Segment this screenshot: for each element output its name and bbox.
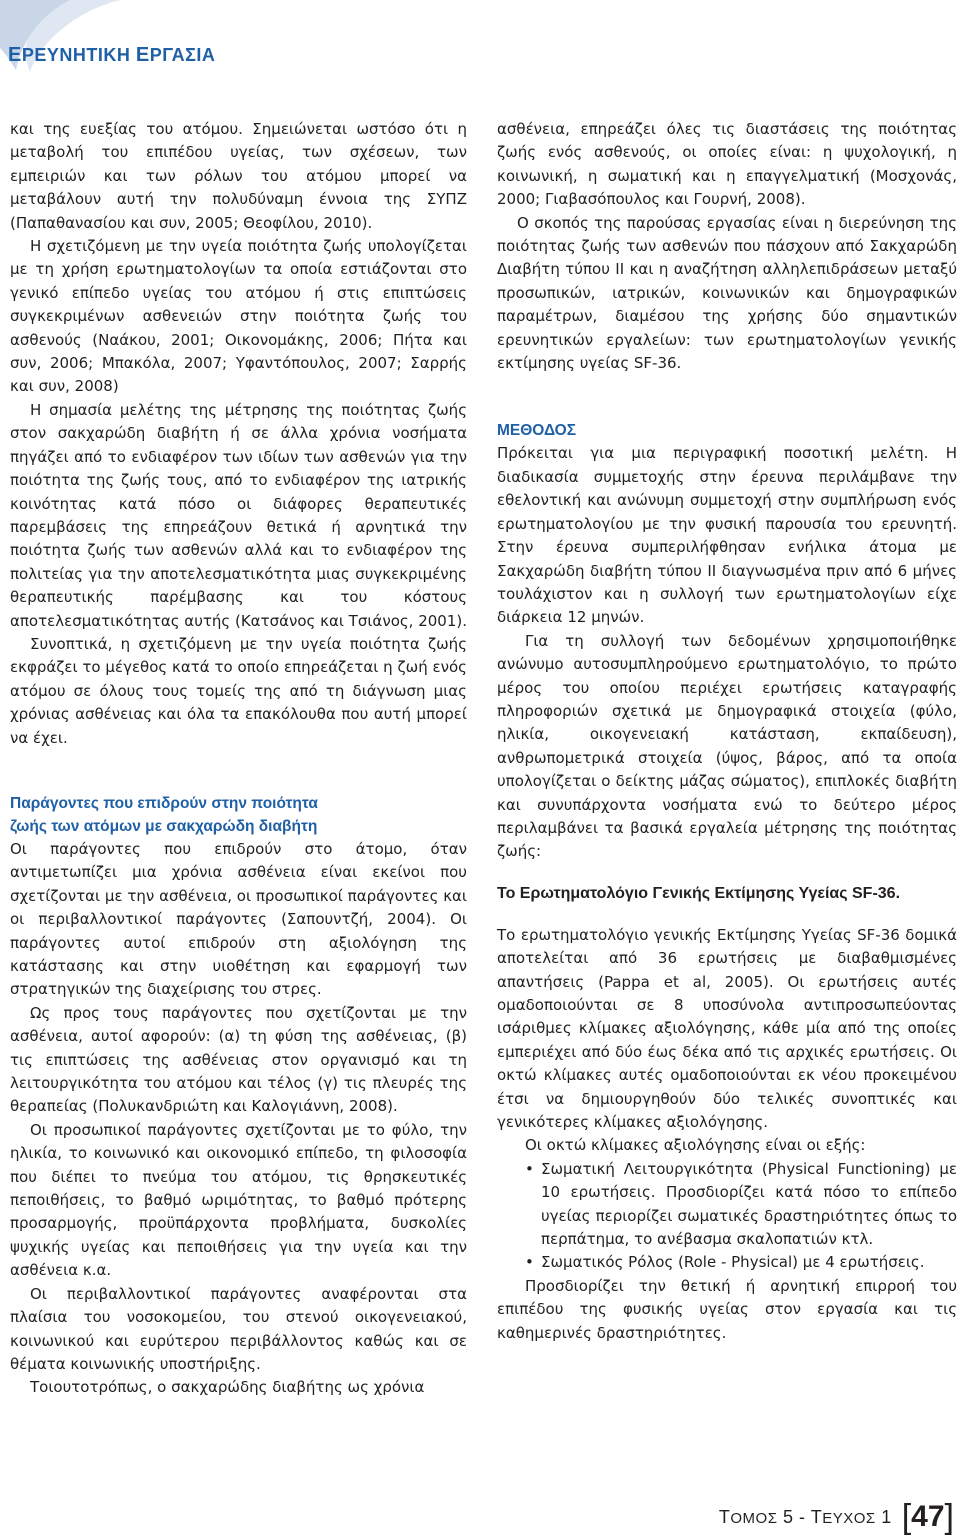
paragraph: Ο σκοπός της παρούσας εργασίας είναι η διερεύνηση της ποιότητας ζωής των ασθενών που πάσχουν από Σακχαρώδη Διαβήτη τύπου ΙΙ και η αναζήτηση αλληλεπιδράσεων μεταξύ προσωπικών, ιατρικών, κοινωνικών και δημογραφικών παραμέτρων, διαμέσου της χρήσης δύο σημαντικών ερευνητικών εργαλείων: των ερωτηματολογίων γενικής εκτίμησης υγείας SF-36. xyxy=(497,213,957,373)
paragraph: Τοιουτοτρόπως, ο σακχαρώδης διαβήτης ως χρόνια xyxy=(30,1378,425,1397)
page-number: 47 xyxy=(911,1500,945,1533)
bullet-icon: • xyxy=(525,1159,534,1178)
paragraph: Προσδιορίζει την θετική ή αρνητική επιρροή του επιπέδου της φυσικής υγείας στον εργασία και τις καθημερινές δραστηριότητες. xyxy=(497,1276,957,1342)
paragraph: Πρόκειται για μια περιγραφική ποσοτική μελέτη. Η διαδικασία συμμετοχής στην έρευνα περιλάμβανε την εθελοντική και ανώνυμη συμμετοχή στην συμπλήρωση ενός ερωτηματολογίου με την φυσική παρουσία του ερευνητή. Στην έρευνα συμπεριλήφθησαν ενήλικα άτομα με Σακχαρώδη διαβήτη τύπου ΙΙ διαγνωσμένα πριν από 6 μήνες τουλάχιστον και η συλλογή των ερωτηματολογίων είχε διάρκεια 12 μηνών. xyxy=(497,444,957,627)
page-bracket-close: ] xyxy=(944,1497,954,1536)
volume-issue-label: ΤΟΜΟΣ 5 - ΤΕΥΧΟΣ 1 xyxy=(718,1506,892,1527)
paragraph: Οι παράγοντες που επιδρούν στο άτομο, όταν αντιμετωπίζει μια χρόνια ασθένεια είναι εκείνοι που σχετίζονται με την ασθένεια, οι προσωπικοί παράγοντες και οι περιβαλλοντικοί παράγοντες (Σαπουντζή, 2004). Οι παράγοντες αυτοί επιδρούν στη αξιολόγηση της κατάστασης και στην υιοθέτηση και εφαρμογή των στρατηγικών της διαχείρισης του στρες. xyxy=(10,839,467,999)
list-item: • Σωματικός Ρόλος (Role - Physical) με 4 ερωτήσεις. xyxy=(497,1251,957,1274)
paragraph: Για τη συλλογή των δεδομένων χρησιμοποιήθηκε ανώνυμο αυτοσυμπληρούμενο ερωτηματολόγιο, το πρώτο μέρος του οποίου περιέχει ερωτήσεις καταγραφής πληροφοριών σχετικά με δημογραφικά στοιχεία (φύλο, ηλικία, οικογενειακή κατάσταση, εκπαίδευση), ανθρωπομετρικά στοιχεία (ύψος, βάρος, από τα οποία υπολογίζεται ο δείκτης μάζας σώματος), επιπλοκές διαβήτη και συνυπάρχοντα νοσήματα ενώ το δεύτερο μέρος περιλαμβάνει τα βασικά εργαλεία μέτρησης της ποιότητας ζωής: xyxy=(497,631,957,861)
paragraph: ασθένεια, επηρεάζει όλες τις διαστάσεις της ποιότητας ζωής ενός ασθενούς, οι οποίες είναι: η ψυχολογική, η κοινωνική, η σωματική και η επαγγελματική (Μοσχονάς, 2000; Γιαβασόπουλος και Γουρνή, 2008). xyxy=(497,120,957,209)
header-swoosh-logo xyxy=(0,0,240,80)
list-item: • Σωματική Λειτουργικότητα (Physical Functioning) με 10 ερωτήσεις. Προσδιορίζει κατά πόσο το επίπεδο υγείας περιορίζει σωματικές δραστηριότητες όπως το περπάτημα, το ανέβασμα σκαλοπατιών κτλ. xyxy=(525,1159,957,1249)
paragraph: Ως προς τους παράγοντες που σχετίζονται με την ασθένεια, αυτοί αφορούν: (α) τη φύση της ασθένειας, (β) τις επιπτώσεις της ασθένειας στον οργανισμό και τη λειτουργικότητα του ατόμου και τέλος (γ) τις πλευρές της θεραπείας (Πολυκανδριώτη και Καλογιάννη, 2008). xyxy=(10,1003,467,1116)
left-column xyxy=(10,118,467,1400)
paragraph: Συνοπτικά, η σχετιζόμενη με την υγεία ποιότητα ζωής εκφράζει το μέγεθος κατά το οποίο επηρεάζεται η ζωή ενός ατόμου σε όλους τους τομείς της από τη διάγνωση μιας χρόνιας ασθένειας και όλα τα επακόλουθα που αυτή μπορεί να έχει. xyxy=(10,634,467,747)
paragraph: Οι περιβαλλοντικοί παράγοντες αναφέρονται στα πλαίσια του νοσοκομείου, του στενού οικογενειακού, κοινωνικού και ευρύτερου περιβάλλοντος καθώς και σε θέματα κοινωνικής υποστήριξης. xyxy=(10,1284,467,1373)
section-heading-line: ζωής των ατόμων με σακχαρώδη διαβήτη xyxy=(10,817,318,835)
page-footer xyxy=(719,1497,954,1537)
section-heading-methods: ΜΕΘΟΔΟΣ xyxy=(497,422,577,440)
right-column xyxy=(497,118,957,1345)
bullet-icon: • xyxy=(525,1253,534,1272)
page-bracket-open: [ xyxy=(901,1497,912,1536)
section-heading-line: Παράγοντες που επιδρούν στην ποιότητα xyxy=(10,794,318,812)
subheading-sf36: Το Ερωτηματολόγιο Γενικής Εκτίμησης Υγείας SF-36. xyxy=(497,884,901,902)
paragraph: Οι προσωπικοί παράγοντες σχετίζονται με το φύλο, την ηλικία, το κοινωνικό και οικονομικό επίπεδο, τη φιλοσοφία που διέπει το πνεύμα του ατόμου, τις θρησκευτικές πεποιθήσεις, το βαθμό ωριμότητας, το βαθμό πρότερης προσαρμογής, προϋπάρχοντα προβλήματα, δυσκολίες ψυχικής υγείας και πεποιθήσεις για την υγεία και την ασθένεια κ.α. xyxy=(10,1120,467,1280)
paragraph: Οι οκτώ κλίμακες αξιολόγησης είναι οι εξής: xyxy=(525,1136,866,1155)
scale-list xyxy=(497,1158,957,1275)
paragraph: και της ευεξίας του ατόμου. Σημειώνεται ωστόσο ότι η μεταβολή του επιπέδου υγείας, των σχέσεων, των εμπειριών και των ρόλων του ατόμου μπορεί να μεταβάλουν αυτή την πολυδύναμη έννοια της ΣΥΠΖ (Παπαθανασίου και συν, 2005; Θεοφίλου, 2010). xyxy=(10,120,467,232)
paragraph: Η σχετιζόμενη με την υγεία ποιότητα ζωής υπολογίζεται με τη χρήση ερωτηματολογίων τα οποία εστιάζονται στο γενικό επίπεδο υγείας του ατόμου ή στις επιπτώσεις συγκεκριμένων ασθενειών στην ποιότητα ζωής του ασθενούς (Ναάκου, 2001; Οικονομάκης, 2006; Πήτα και συν, 2006; Μπακόλα, 2007; Υφαντόπουλος, 2007; Σαρρής και συν, 2008) xyxy=(10,237,467,396)
paragraph: Η σημασία μελέτης της μέτρησης της ποιότητας ζωής στον σακχαρώδη διαβήτη ή σε άλλα χρόνια νοσήματα πηγάζει από το ενδιαφέρον των ιδίων των ασθενών για την ποιότητα της ζωής τους, από το ενδιαφέρον της ιατρικής κοινότητας κατά πόσο οι διάφορες θεραπευτικές παρεμβάσεις της επηρεάζουν θετικά ή αρνητικά την ποιότητα ζωής των ασθενών αλλά και το ενδιαφέρον της πολιτείας για την αποτελεσματικότητα μιας συγκεκριμένης θεραπευτικής παρέμβασης και του κόστους αποτελεσματικότητας αυτής (Κατσάνος και Τσιάνος, 2001). xyxy=(10,400,468,630)
section-header-title: ΕΡΕΥΝΗΤΙΚΗ ΕΡΓΑΣΙΑ xyxy=(8,44,216,66)
paragraph: Το ερωτηματολόγιο γενικής Εκτίμησης Υγείας SF-36 δομικά αποτελείται από 36 ερωτήσεις με διαβαθμισμένες απαντήσεις (Pappa et al, 2005). Οι ερωτήσεις αυτές ομαδοποιούνται σε 8 υποσύνολα αντιπροσωπεύοντας ισάριθμες κλίμακες αξιολόγησης, κάθε μία από της οποίες εμπεριέχει από δύο έως δέκα από τις αρχικές ερωτήσεις. Οι οκτώ κλίμακες αυτές ομαδοποιούνται εκ νέου προκειμένου έτσι να δημιουργηθούν δύο τελικές συνοπτικές και γενικότερες κλίμακες αξιολόγησης. xyxy=(497,925,957,1132)
